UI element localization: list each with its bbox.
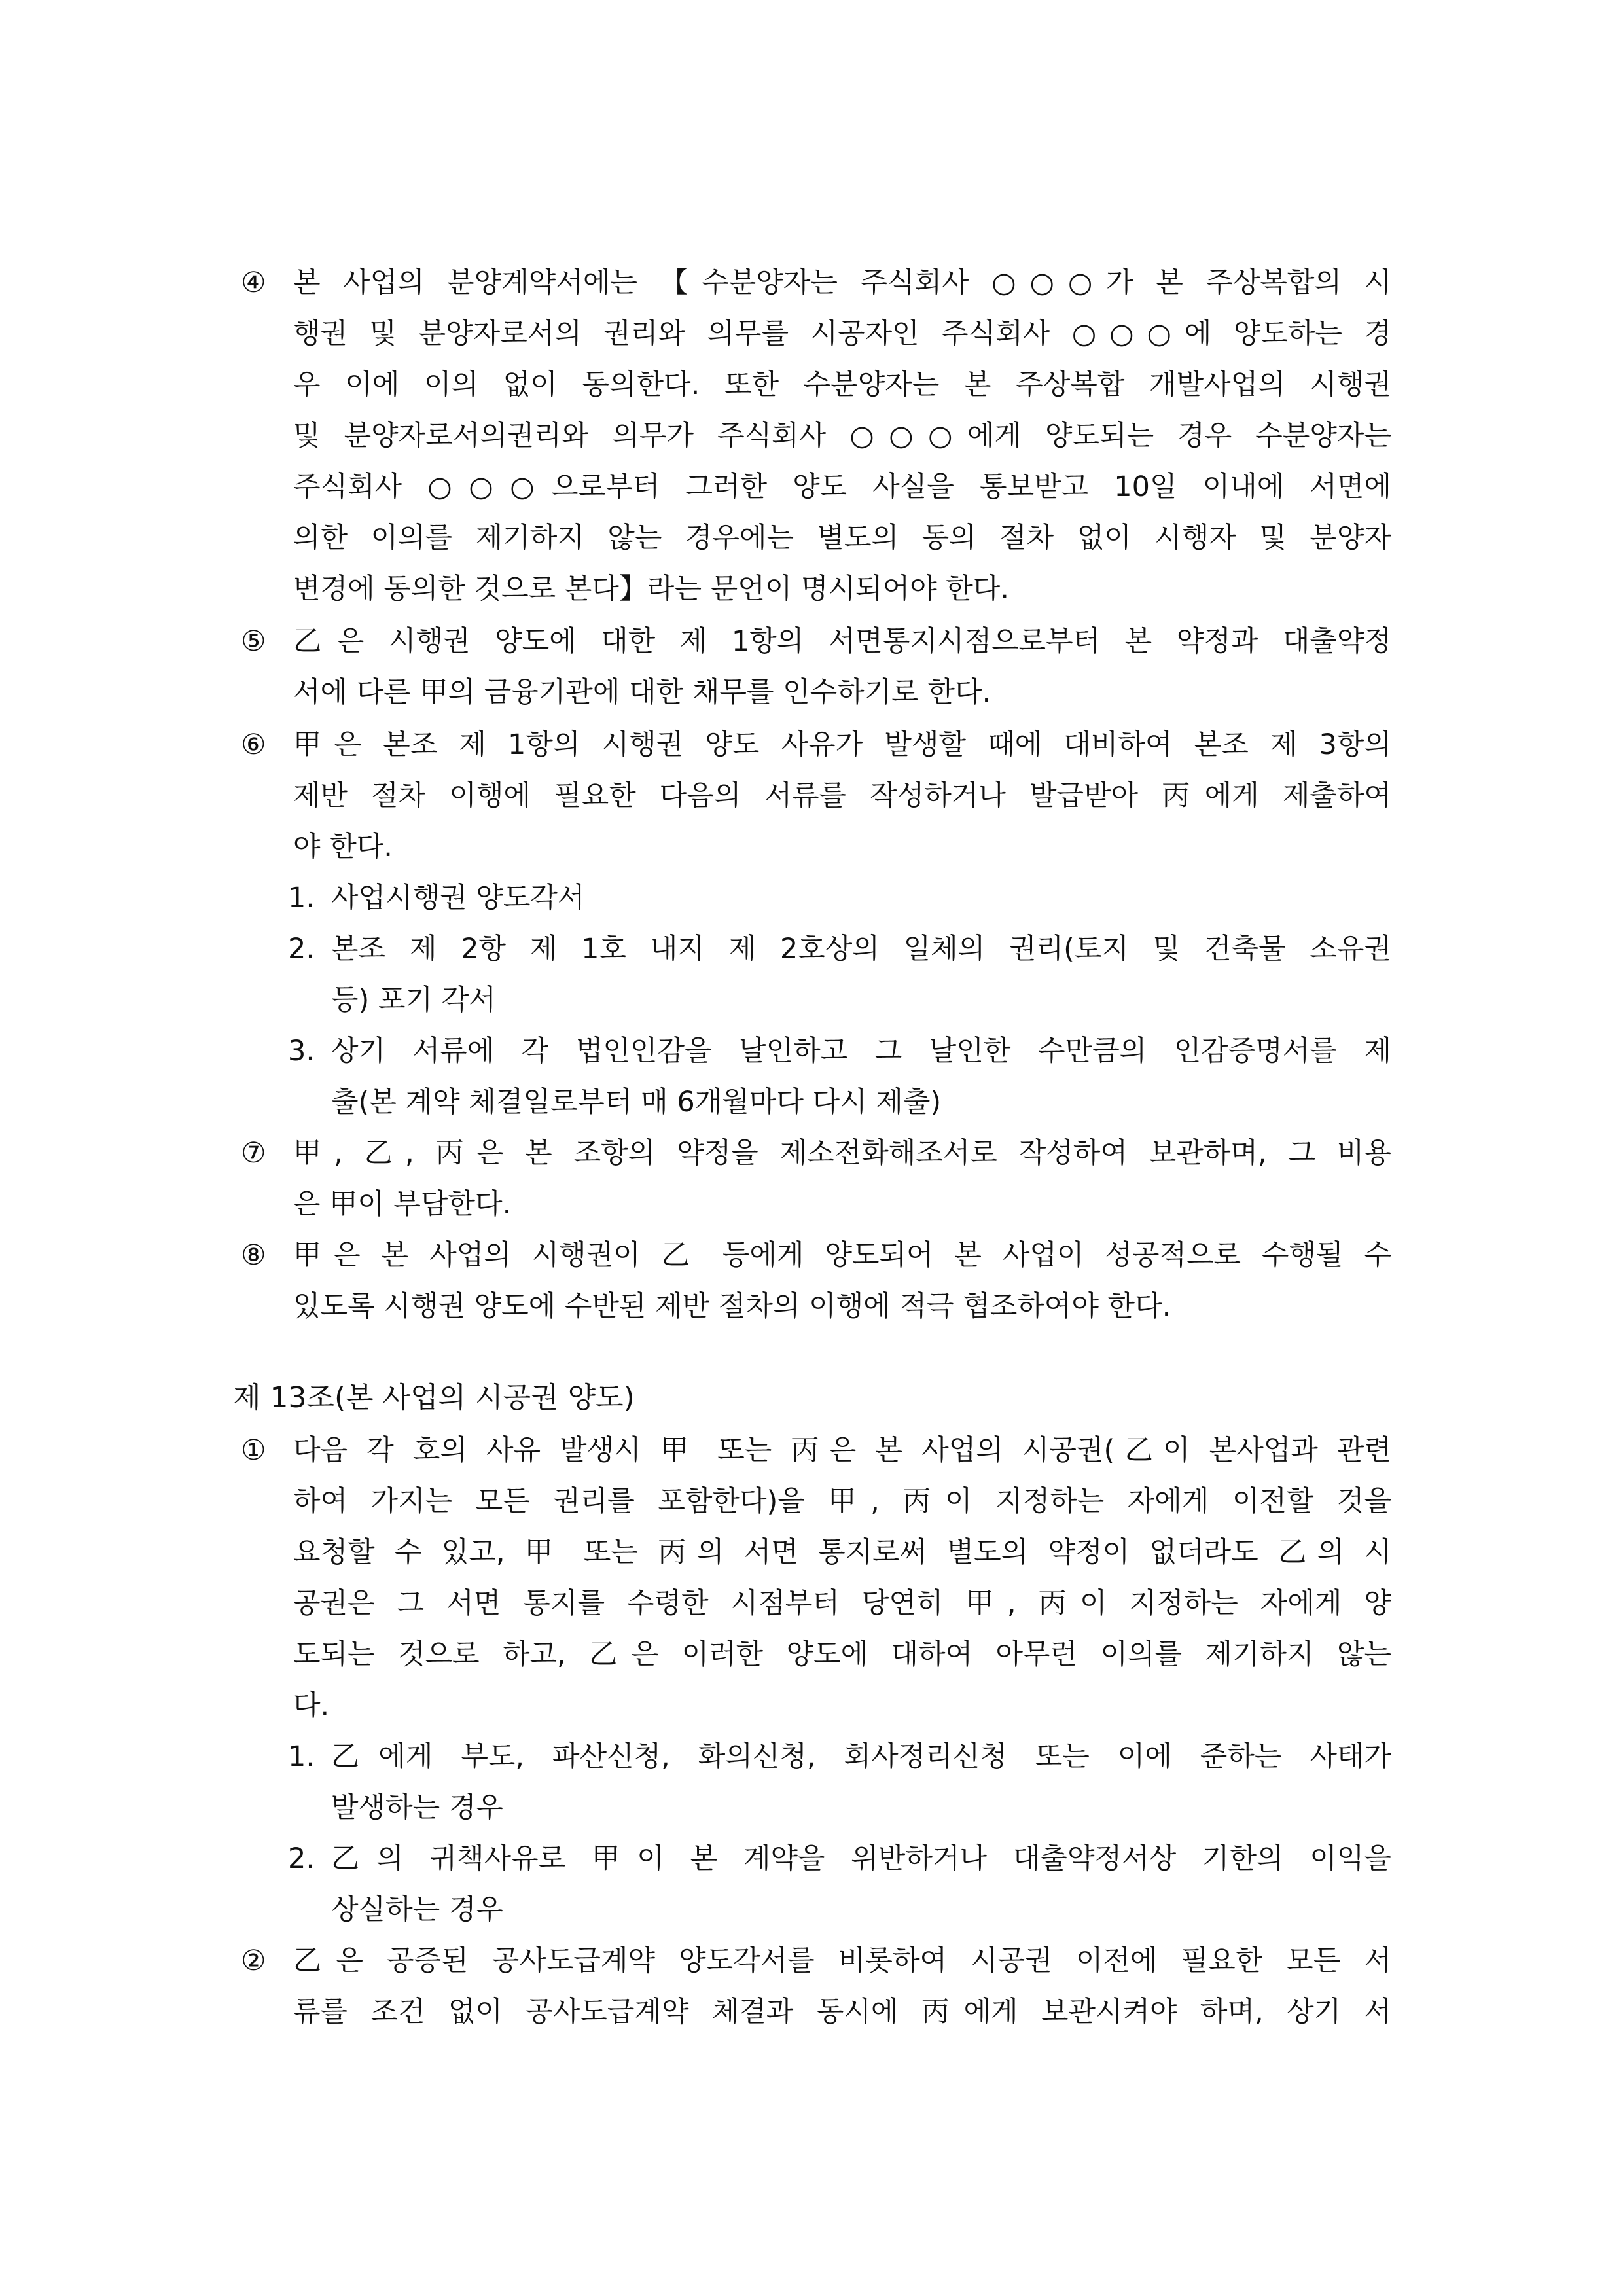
subitem-number: 3. xyxy=(288,1035,315,1067)
subitem-line: 乙의 귀책사유로 甲이 본 계약을 위반하거나 대출약정서상 기한의 이익을 xyxy=(331,1842,1391,1875)
item-marker: ⑧ xyxy=(241,1239,266,1272)
paragraph-line: 야 한다. xyxy=(293,831,393,863)
subitem-number: 2. xyxy=(288,933,315,965)
paragraph-line: 의한 이의를 제기하지 않는 경우에는 별도의 동의 절차 없이 시행자 및 분양자 xyxy=(293,522,1391,554)
paragraph-line: 본 사업의 분양계약서에는 【수분양자는 주식회사 ○○○가 본 주상복합의 시 xyxy=(293,266,1391,299)
paragraph-line: 다. xyxy=(293,1689,330,1722)
paragraph-line: 乙은 공증된 공사도급계약 양도각서를 비롯하여 시공권 이전에 필요한 모든 서 xyxy=(293,1945,1391,1977)
subitem-line: 乙에게 부도, 파산신청, 화의신청, 회사정리신청 또는 이에 준하는 사태가 xyxy=(331,1740,1391,1773)
paragraph-line: 도되는 것으로 하고, 乙은 이러한 양도에 대하여 아무런 이의를 제기하지 않는 xyxy=(293,1638,1391,1671)
item-marker: ④ xyxy=(241,266,266,299)
paragraph-line: 주식회사 ○○○으로부터 그러한 양도 사실을 통보받고 10일 이내에 서면에 xyxy=(293,471,1391,503)
paragraph-line: 다음 각 호의 사유 발생시 甲 또는 丙은 본 사업의 시공권(乙이 본사업과 관련 xyxy=(293,1434,1391,1467)
paragraph-line: 있도록 시행권 양도에 수반된 제반 절차의 이행에 적극 협조하여야 한다. xyxy=(293,1290,1171,1323)
paragraph-line: 류를 조건 없이 공사도급계약 체결과 동시에 丙에게 보관시켜야 하며, 상기 서 xyxy=(293,1996,1391,2028)
subitem-number: 2. xyxy=(288,1842,315,1875)
item-marker: ⑥ xyxy=(241,728,266,761)
paragraph-line: 및 분양자로서의권리와 의무가 주식회사 ○○○에게 양도되는 경우 수분양자는 xyxy=(293,420,1391,452)
clause-13-heading: 제 13조(본 사업의 시공권 양도) xyxy=(233,1381,635,1414)
paragraph-line: 乙은 시행권 양도에 대한 제 1항의 서면통지시점으로부터 본 약정과 대출약정 xyxy=(293,625,1391,658)
subitem-line: 등) 포기 각서 xyxy=(331,984,496,1016)
paragraph-line: 제반 절차 이행에 필요한 다음의 서류를 작성하거나 발급받아 丙에게 제출하여 xyxy=(293,780,1391,812)
subitem-line: 상기 서류에 각 법인인감을 날인하고 그 날인한 수만큼의 인감증명서를 제 xyxy=(331,1035,1391,1067)
paragraph-line: 甲은 본조 제 1항의 시행권 양도 사유가 발생할 때에 대비하여 본조 제 3항의 xyxy=(293,728,1391,761)
paragraph-line: 행권 및 분양자로서의 권리와 의무를 시공자인 주식회사 ○○○에 양도하는 경 xyxy=(293,317,1391,350)
item-marker: ⑦ xyxy=(241,1137,266,1170)
paragraph-line: 공권은 그 서면 통지를 수령한 시점부터 당연히 甲, 丙이 지정하는 자에게 양 xyxy=(293,1587,1391,1620)
subitem-number: 1. xyxy=(288,882,315,914)
item-marker: ① xyxy=(241,1434,266,1467)
subitem-line: 본조 제 2항 제 1호 내지 제 2호상의 일체의 권리(토지 및 건축물 소유권 xyxy=(331,933,1391,965)
subitem-line: 사업시행권 양도각서 xyxy=(331,882,585,914)
subitem-line: 상실하는 경우 xyxy=(331,1893,503,1926)
subitem-line: 출(본 계약 체결일로부터 매 6개월마다 다시 제출) xyxy=(331,1086,942,1119)
subitem-line: 발생하는 경우 xyxy=(331,1791,503,1824)
paragraph-line: 하여 가지는 모든 권리를 포함한다)을 甲, 丙이 지정하는 자에게 이전할 것을 xyxy=(293,1485,1391,1518)
paragraph-line: 요청할 수 있고, 甲 또는 丙의 서면 통지로써 별도의 약정이 없더라도 乙의 시 xyxy=(293,1536,1391,1569)
paragraph-line: 서에 다른 甲의 금융기관에 대한 채무를 인수하기로 한다. xyxy=(293,676,991,709)
paragraph-line: 甲은 본 사업의 시행권이 乙 등에게 양도되어 본 사업이 성공적으로 수행될 수 xyxy=(293,1239,1391,1272)
item-marker: ② xyxy=(241,1945,266,1977)
paragraph-line: 甲, 乙, 丙은 본 조항의 약정을 제소전화해조서로 작성하여 보관하며, 그 비용 xyxy=(293,1137,1391,1170)
item-marker: ⑤ xyxy=(241,625,266,658)
paragraph-line: 은 甲이 부담한다. xyxy=(293,1188,512,1221)
paragraph-line: 변경에 동의한 것으로 본다】라는 문언이 명시되어야 한다. xyxy=(293,573,1010,605)
paragraph-line: 우 이에 이의 없이 동의한다. 또한 수분양자는 본 주상복합 개발사업의 시행권 xyxy=(293,368,1391,401)
subitem-number: 1. xyxy=(288,1740,315,1773)
